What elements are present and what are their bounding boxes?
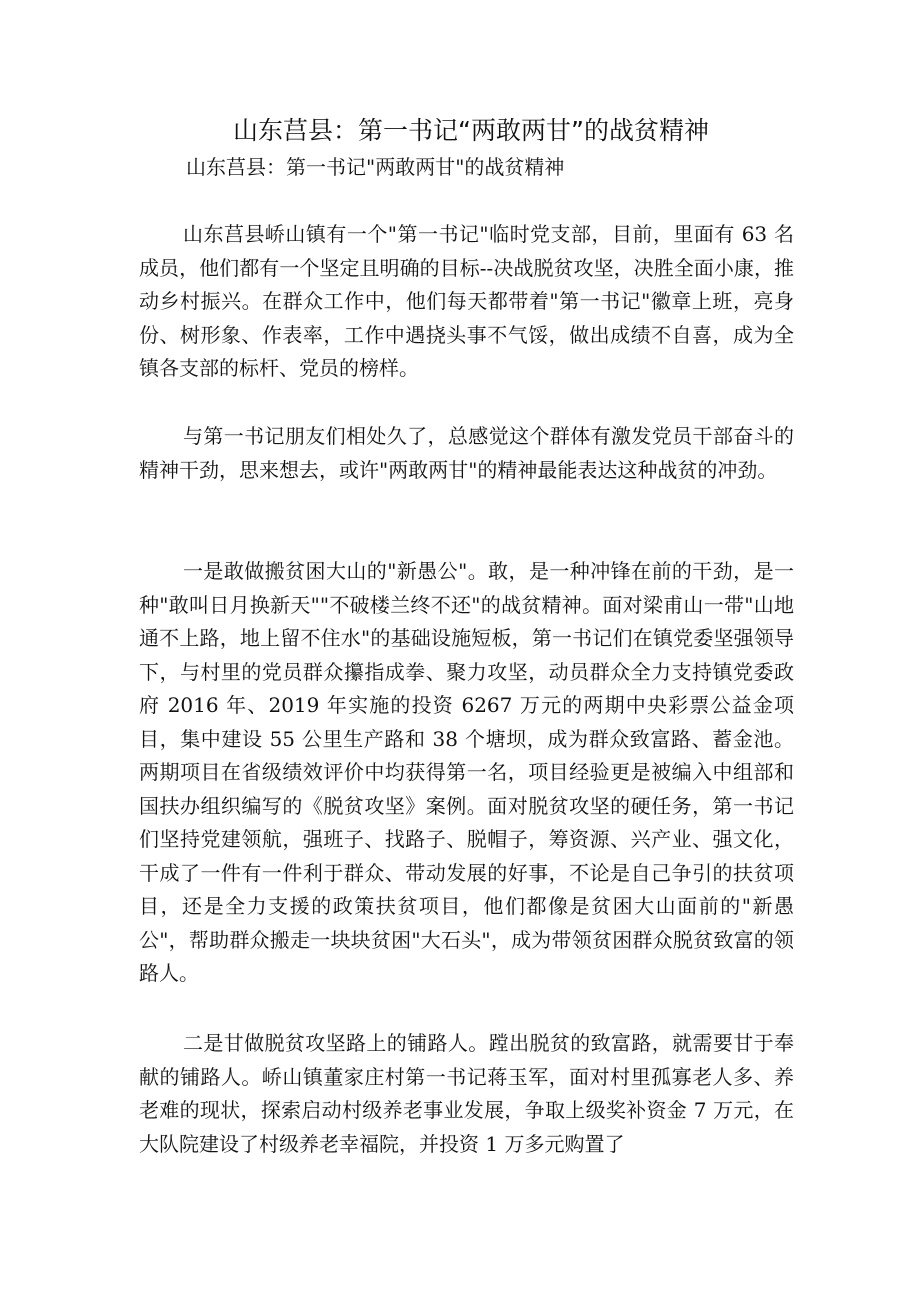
document-title: 山东莒县：第一书记“两敢两甘”的战贫精神: [233, 116, 709, 145]
document-subtitle: 山东莒县：第一书记"两敢两甘"的战贫精神: [186, 155, 565, 179]
paragraph-first-point: 一是敢做搬贫困大山的"新愚公"。敢，是一种冲锋在前的干劲，是一种"敢叫日月换新天""不破楼兰终不还"的战贫精神。面对梁甫山一带"山地通不上路，地上留不住水"的基础设施短板，第一书记们在镇党委坚强领导下，与村里的党员群众攥指成拳、聚力攻坚，动员群众全力支持镇党委政府 2016 年、2019 年实施的投资 6267 万元的两期中央彩票公益金项目，集中建设 55 公里生产路和 38 个塘坝，成为群众致富路、蓄金池。两期项目在省级绩效评价中均获得第一名，项目经验更是被编入中组部和国扶办组织编写的《脱贫攻坚》案例。面对脱贫攻坚的硬任务，第一书记们坚持党建领航，强班子、找路子、脱帽子，筹资源、兴产业、强文化，干成了一件有一件利于群众、带动发展的好事，不论是自己争引的扶贫项目，还是全力支援的政策扶贫项目，他们都像是贫困大山面前的"新愚公"，帮助群众搬走一块块贫困"大石头"，成为带领贫困群众脱贫致富的领路人。: [139, 559, 794, 985]
paragraph-spirit: 与第一书记朋友们相处久了，总感觉这个群体有激发党员干部奋斗的精神干劲，思来想去，或许"两敢两甘"的精神最能表达这种战贫的冲劲。: [139, 424, 794, 482]
paragraph-second-point: 二是甘做脱贫攻坚路上的铺路人。蹚出脱贫的致富路，就需要甘于奉献的铺路人。峤山镇董家庄村第一书记蒋玉军，面对村里孤寡老人多、养老难的现状，探索启动村级养老事业发展，争取上级奖补资金 7 万元，在大队院建设了村级养老幸福院，并投资 1 万多元购置了: [139, 1031, 794, 1156]
paragraph-intro: 山东莒县峤山镇有一个"第一书记"临时党支部，目前，里面有 63 名成员，他们都有一个坚定且明确的目标--决战脱贫攻坚，决胜全面小康，推动乡村振兴。在群众工作中，他们每天都带着"第一书记"徽章上班，亮身份、树形象、作表率，工作中遇挠头事不气馁，做出成绩不自喜，成为全镇各支部的标杆、党员的榜样。: [139, 222, 794, 380]
